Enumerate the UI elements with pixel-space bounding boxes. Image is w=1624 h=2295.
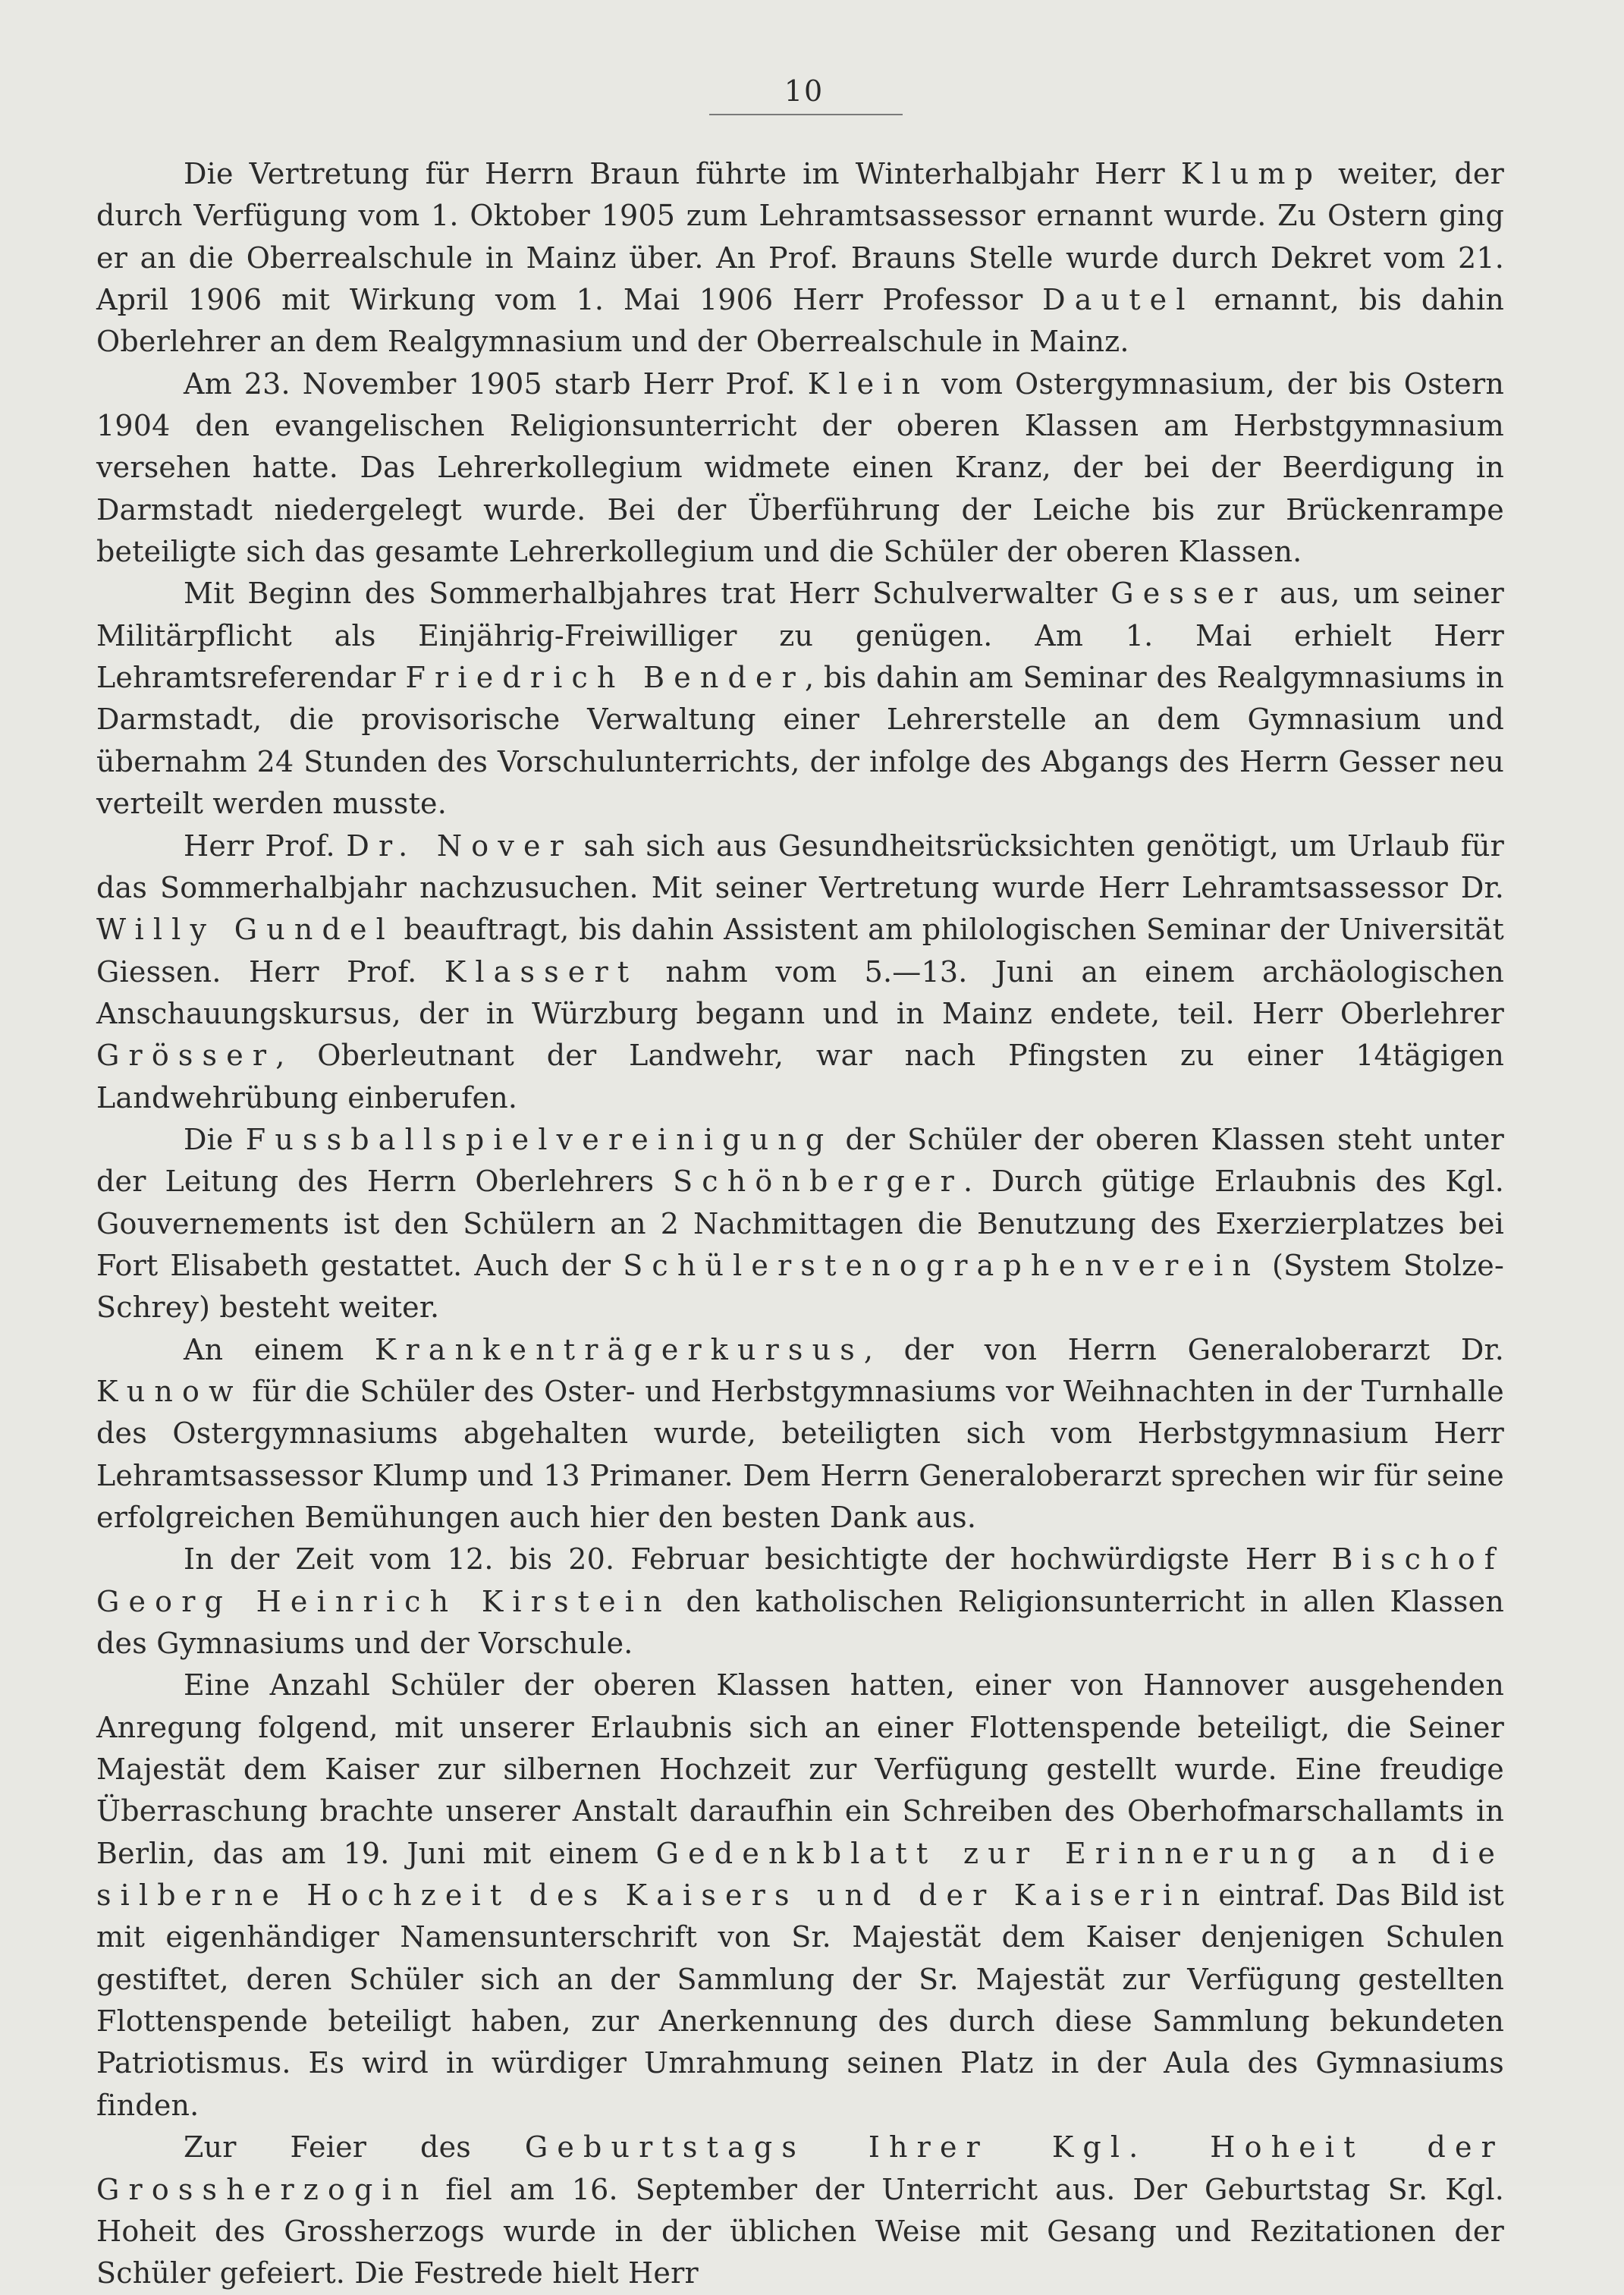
spaced-emphasis: Gedenkblatt zur Erinnerung an die silberne Hochzeit des Kaisers und der Kaiserin: [96, 1836, 1504, 1913]
text-run: In der Zeit vom 12. bis 20. Februar besichtigte der hochwürdigste Herr: [184, 1542, 1332, 1577]
text-run: , Oberleutnant der Landwehr, war nach Pfingsten zu einer 14tägigen Landwehrübung einberufen.: [96, 1039, 1504, 1114]
text-run: eintraf. Das Bild ist mit eigenhändiger Namensunterschrift von Sr. Majestät dem Kaiser denjenigen Schulen gestiftet, deren Schüler sich an der Sammlung der Sr. Majestät zur Verfügung gestellten Flottenspende beteiligt haben, zur Anerkennung des durch diese Sammlung bekundeten Patriotismus. Es wird in würdiger Umrahmung seinen Platz in der Aula des Gymnasiums finden.: [96, 1878, 1504, 2122]
body-paragraph: [96, 1119, 1504, 1329]
spaced-emphasis: Willy Gundel: [96, 913, 394, 947]
text-run: vom Ostergymnasium, der bis Ostern 1904 den evangelischen Religionsunterricht der oberen Klassen am Herbstgymnasium versehen hatte. Das Lehrerkollegium widmete einen Kranz, der bei der Beerdigung in Darmstadt niedergelegt wurde. Bei der Überführung der Leiche bis zur Brückenrampe beteiligte sich das gesamte Lehrerkollegium und die Schüler der oberen Klassen.: [96, 366, 1505, 569]
spaced-emphasis: Dr. Nover: [346, 828, 573, 863]
page-number-rule: [709, 114, 903, 115]
body-paragraph: [96, 2127, 1504, 2294]
body-paragraph: [96, 1665, 1504, 2127]
text-run: An einem: [184, 1332, 375, 1366]
text-run: (System Stolze-Schrey) besteht weiter.: [96, 1248, 1504, 1325]
spaced-emphasis: Klump: [1180, 157, 1323, 190]
text-run: Zur Feier des: [184, 2130, 525, 2165]
text-run: fiel am 16. September der Unterricht aus. Der Geburtstag Sr. Kgl. Hoheit des Grossherzogs wurde in der üblichen Weise mit Gesang und Rezitationen der Schüler gefeiert. Die Festrede hielt Herr: [96, 2172, 1504, 2290]
spaced-emphasis: Schönberger: [673, 1165, 963, 1199]
body-paragraph: [96, 573, 1504, 825]
spaced-emphasis: Bischof Georg Heinrich Kirstein: [96, 1542, 1504, 1618]
spaced-emphasis: Krankenträgerkursus: [374, 1332, 864, 1366]
spaced-emphasis: Geburtstags Ihrer Kgl. Hoheit der Grossherzogin: [96, 2130, 1504, 2206]
text-run: nahm vom 5.—13. Juni an einem archäologischen Anschauungskursus, der in Würzburg begann und in Mainz endete, teil. Herr Oberlehrer: [96, 954, 1504, 1030]
text-run: aus, um seiner Militärpflicht als Einjährig-Freiwilliger zu genügen. Am 1. Mai erhielt Herr Lehramtsreferendar: [96, 577, 1504, 695]
text-run: Die: [184, 1122, 246, 1156]
body-paragraph: [96, 1329, 1504, 1539]
spaced-emphasis: Gesser: [1110, 577, 1267, 611]
text-run: , der von Herrn Generaloberarzt Dr.: [863, 1332, 1504, 1366]
text-run: beauftragt, bis dahin Assistent am philologischen Seminar der Universität Giessen. Herr Prof.: [96, 913, 1504, 989]
text-run: Mit Beginn des Sommerhalbjahres trat Herr Schulverwalter: [184, 577, 1111, 611]
body-paragraph: [96, 1539, 1504, 1665]
text-run: sah sich aus Gesundheitsrücksichten genötigt, um Urlaub für das Sommerhalbjahr nachzusuchen. Mit seiner Vertretung wurde Herr Lehramtsassessor Dr.: [96, 828, 1505, 904]
text-run: Die Vertretung für Herrn Braun führte im Winterhalbjahr Herr: [184, 157, 1181, 190]
spaced-emphasis: Grösser: [96, 1039, 276, 1073]
text-run: ernannt, bis dahin Oberlehrer an dem Realgymnasium und der Oberrealschule in Mainz.: [96, 283, 1504, 359]
text-run: der Schüler der oberen Klassen steht unter der Leitung des Herrn Oberlehrers: [96, 1122, 1504, 1199]
text-run: den katholischen Religionsunterricht in allen Klassen des Gymnasiums und der Vorschule.: [96, 1584, 1504, 1661]
text-run: Eine Anzahl Schüler der oberen Klassen hatten, einer von Hannover ausgehenden Anregung folgend, mit unserer Erlaubnis sich an einer Flottenspende beteiligt, die Seiner Majestät dem Kaiser zur silbernen Hochzeit zur Verfügung gestellt wurde. Eine freudige Überraschung brachte unserer Anstalt daraufhin ein Schreiben des Oberhofmarschallamts in Berlin, das am 19. Juni mit einem: [96, 1668, 1504, 1870]
text-run: Herr Prof.: [184, 828, 347, 863]
body-text: [96, 153, 1504, 2295]
spaced-emphasis: Dautel: [1042, 283, 1195, 317]
body-paragraph: [96, 825, 1504, 1119]
spaced-emphasis: Fussballspielvereinigung: [245, 1122, 834, 1156]
text-run: für die Schüler des Oster- und Herbstgymnasiums vor Weihnachten in der Turnhalle des Ostergymnasiums abgehalten wurde, beteiligten sich vom Herbstgymnasium Herr Lehramtsassessor Klump und 13 Primaner. Dem Herrn Generaloberarzt sprechen wir für seine erfolgreichen Bemühungen auch hier den besten Dank aus.: [96, 1374, 1504, 1534]
body-paragraph: [96, 153, 1504, 363]
spaced-emphasis: Schülerstenographenverein: [623, 1248, 1261, 1282]
body-paragraph: [96, 363, 1504, 574]
page-number: 10: [784, 74, 825, 108]
text-run: Am 23. November 1905 starb Herr Prof.: [184, 366, 808, 401]
text-run: . Durch gütige Erlaubnis des Kgl. Gouvernements ist den Schülern an 2 Nachmittagen die Benutzung des Exerzierplatzes bei Fort Elisabeth gestattet. Auch der: [96, 1165, 1505, 1282]
text-run: , bis dahin am Seminar des Realgymnasiums in Darmstadt, die provisorische Verwaltung einer Lehrerstelle an dem Gymnasium und übernahm 24 Stunden des Vorschulunterrichts, der infolge des Abgangs des Herrn Gesser neu verteilt werden musste.: [96, 661, 1504, 821]
spaced-emphasis: Klassert: [444, 954, 639, 989]
spaced-emphasis: Friedrich Bender: [405, 661, 805, 695]
spaced-emphasis: Kunow: [96, 1374, 243, 1408]
spaced-emphasis: Klein: [807, 366, 930, 401]
text-run: weiter, der durch Verfügung vom 1. Oktober 1905 zum Lehramtsassessor ernannt wurde. Zu Ostern ging er an die Oberrealschule in Mainz über. An Prof. Brauns Stelle wurde durch Dekret vom 21. April 1906 mit Wirkung vom 1. Mai 1906 Herr Professor: [96, 157, 1504, 317]
